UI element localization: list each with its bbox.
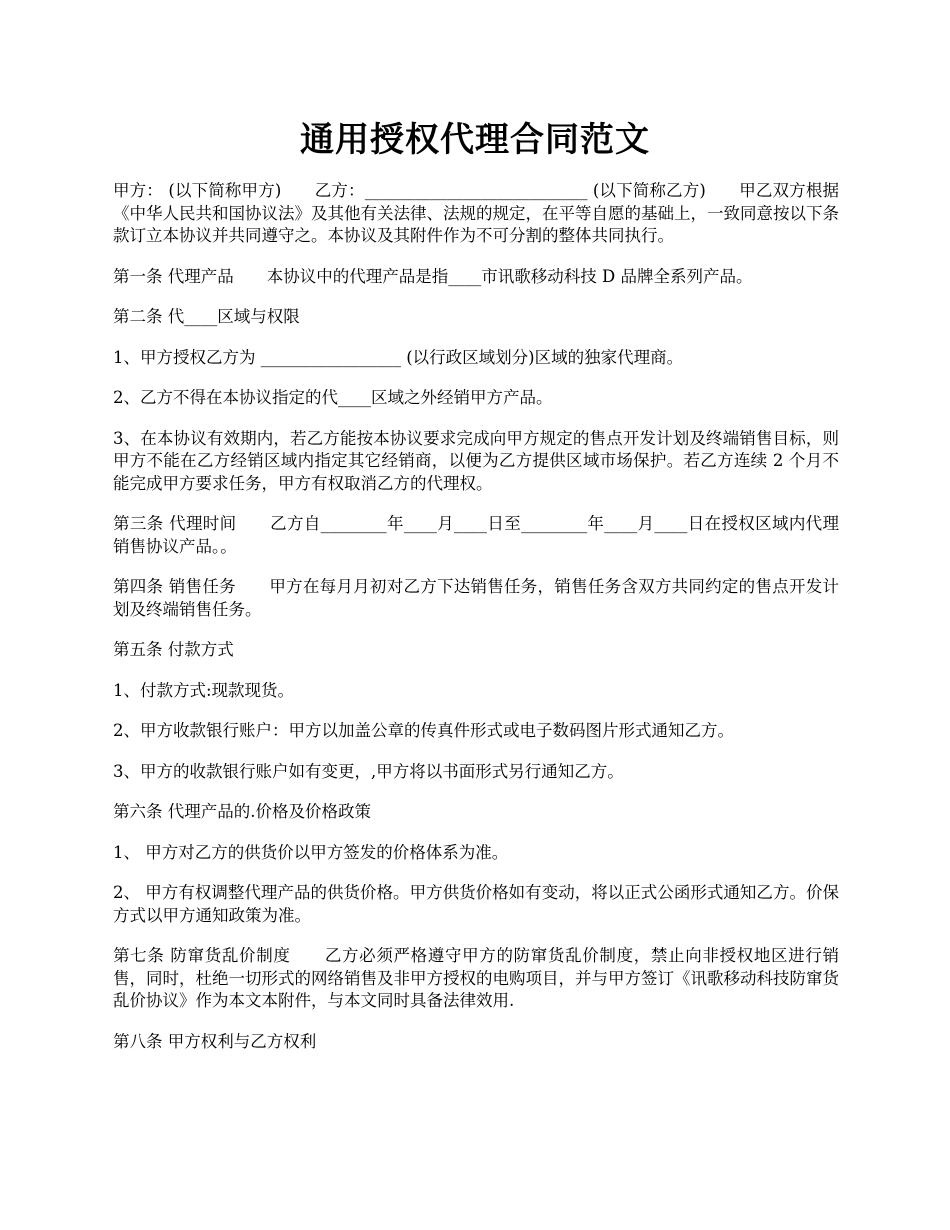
paragraph-article-2-item-3: 3、在本协议有效期内，若乙方能按本协议要求完成向甲方规定的售点开发计划及终端销售目标，则甲方不能在乙方经销区域内指定其它经销商，以便为乙方提供区域市场保护。若乙方连续 2 个月不能完成甲方要求任务，甲方有权取消乙方的代理权。	[113, 428, 839, 493]
paragraph-article-2-item-2: 2、乙方不得在本协议指定的代____区域之外经销甲方产品。	[113, 388, 553, 407]
document-body	[113, 180, 839, 1071]
paragraph-article-4: 第四条 销售任务 甲方在每月月初对乙方下达销售任务，销售任务含双方共同约定的售点开发计划及终端销售任务。	[113, 577, 839, 619]
paragraph-article-2-item-1: 1、甲方授权乙方为 _________________ (以行政区域划分)区域的独家代理商。	[113, 347, 684, 367]
paragraph-article-5-item-3: 3、甲方的收款银行账户如有变更，,甲方将以书面形式另行通知乙方。	[113, 761, 624, 781]
paragraph-article-6-item-1: 1、 甲方对乙方的供货价以甲方签发的价格体系为准。	[113, 842, 509, 862]
paragraph-article-2-heading: 第二条 代____区域与权限	[113, 307, 300, 326]
paragraph-article-6-heading: 第六条 代理产品的.价格及价格政策	[113, 802, 371, 821]
paragraph-article-1: 第一条 代理产品 本协议中的代理产品是指____市讯歌移动科技 D 品牌全系列产品。	[113, 266, 753, 286]
paragraph-article-8-heading: 第八条 甲方权利与乙方权利	[113, 1031, 317, 1051]
document-title: 通用授权代理合同范文	[300, 120, 650, 160]
paragraph-article-7: 第七条 防窜货乱价制度 乙方必须严格遵守甲方的防窜货乱价制度，禁止向非授权地区进行销售，同时，杜绝一切形式的网络销售及非甲方授权的电购项目，并与甲方签订《讯歌移动科技防窜货乱价协议》作为本文本附件，与本文同时具备法律效用.	[113, 946, 839, 1010]
paragraph-article-5-item-2: 2、甲方收款银行账户：甲方以加盖公章的传真件形式或电子数码图片形式通知乙方。	[113, 721, 734, 740]
paragraph-article-5-heading: 第五条 付款方式	[113, 640, 234, 659]
paragraph-article-6-item-2: 2、 甲方有权调整代理产品的供货价格。甲方供货价格如有变动，将以正式公函形式通知乙方。价保方式以甲方通知政策为准。	[113, 883, 839, 925]
paragraph-article-5-item-1: 1、付款方式:现款现货。	[113, 680, 295, 700]
paragraph-article-3: 第三条 代理时间 乙方自________年____月____日至________年____月____日在授权区域内代理销售协议产品。。	[113, 514, 839, 556]
paragraph-parties-intro: 甲方： (以下简称甲方) 乙方：___________________________ (以下简称乙方) 甲乙双方根据《中华人民共和国协议法》及其他有关法律、法规的规定，在平等自愿的基础上，一致同意按以下条款订立本协议并共同遵守之。本协议及其附件作为不可分割的整体共同执行。	[113, 181, 839, 245]
